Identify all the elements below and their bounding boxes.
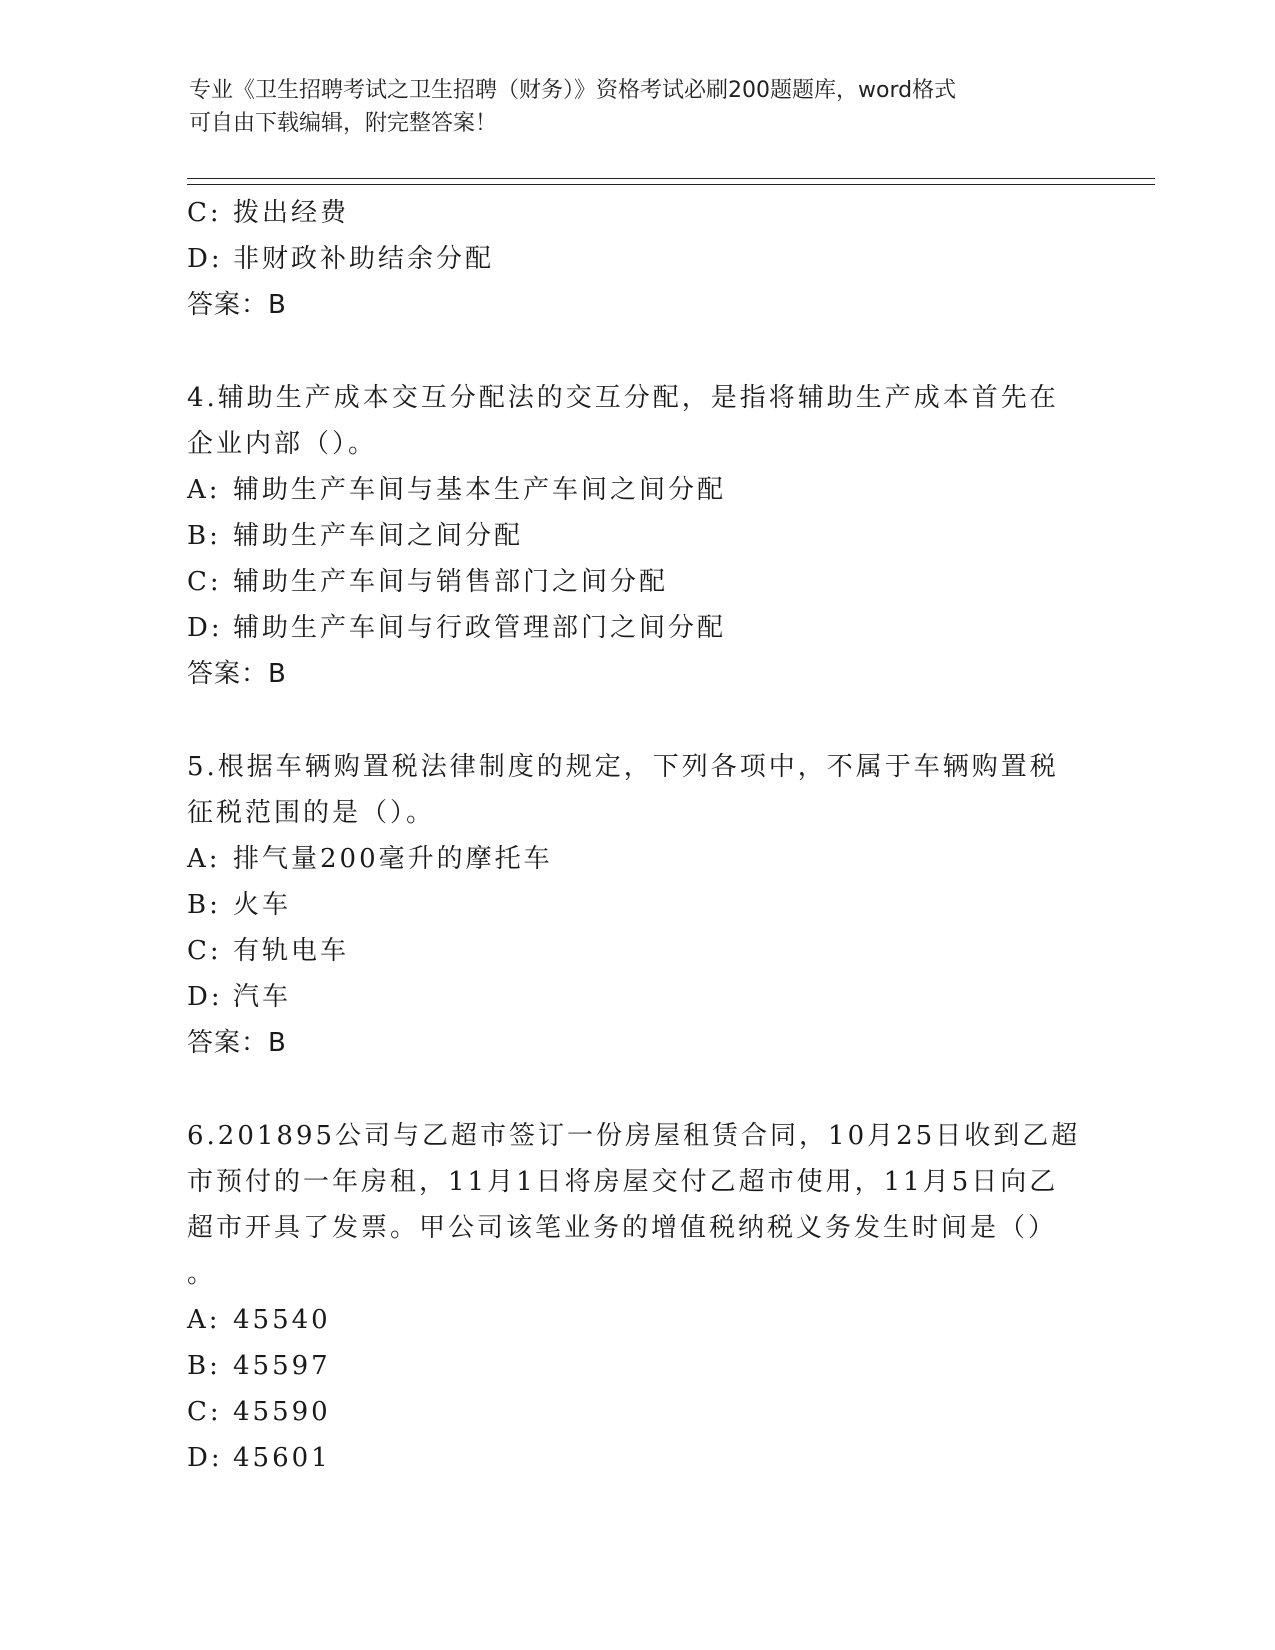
option-text: 拨出经费 [233,198,350,228]
option-label: B: [187,890,221,920]
option-c [187,928,1087,974]
question-stem: 企业内部（）。 [187,429,378,459]
question-list [187,190,1087,1481]
option-label: A: [187,844,221,874]
option-label: C: [187,198,222,228]
question-4 [187,375,1087,697]
option-a [187,836,1087,882]
option-label: C: [187,1397,222,1427]
question-stem: 6.201895公司与乙超市签订一份房屋租赁合同，10月25日收到乙超 [187,1121,1081,1151]
spacer [187,697,1087,744]
option-a [187,1297,1087,1343]
option-b [187,513,1087,559]
header-divider-bottom [187,184,1155,185]
option-b [187,882,1087,928]
option-text: 45601 [233,1443,331,1473]
option-text: 排气量200毫升的摩托车 [233,844,553,874]
spacer [187,1066,1087,1113]
answer-line: 答案：B [187,1028,287,1058]
question-stem: 5.根据车辆购置税法律制度的规定，下列各项中，不属于车辆购置税 [187,752,1059,782]
spacer [187,328,1087,375]
header-divider-top [187,178,1155,179]
option-text: 45590 [233,1397,331,1427]
option-label: B: [187,1351,221,1381]
question-stem: 4.辅助生产成本交互分配法的交互分配，是指将辅助生产成本首先在 [187,383,1059,413]
option-text: 辅助生产车间之间分配 [233,521,524,551]
question-6 [187,1113,1087,1481]
option-text: 非财政补助结余分配 [233,244,495,274]
question-3-tail [187,190,1087,328]
option-label: C: [187,567,222,597]
answer-line: 答案：B [187,659,287,689]
option-c [187,1389,1087,1435]
question-5 [187,744,1087,1066]
option-c [187,559,1087,605]
option-label: D: [187,1443,223,1473]
question-stem: 市预付的一年房租，11月1日将房屋交付乙超市使用，11月5日向乙 [187,1167,1059,1197]
header-title-line-2: 可自由下载编辑，附完整答案！ [189,111,498,136]
option-text: 辅助生产车间与销售部门之间分配 [233,567,669,597]
option-a [187,467,1087,513]
option-label: D: [187,244,223,274]
document-header [189,74,1089,140]
option-b [187,1343,1087,1389]
option-text: 45540 [233,1305,331,1335]
option-d [187,974,1087,1020]
option-text: 火车 [233,890,292,920]
option-label: D: [187,613,223,643]
option-text: 汽车 [233,982,292,1012]
option-label: D: [187,982,223,1012]
header-title-line-1: 专业《卫生招聘考试之卫生招聘（财务）》资格考试必刷200题题库，word格式 [189,78,957,103]
option-d [187,236,1087,282]
option-text: 辅助生产车间与基本生产车间之间分配 [233,475,727,505]
answer-line: 答案：B [187,290,287,320]
option-text: 辅助生产车间与行政管理部门之间分配 [233,613,727,643]
option-label: C: [187,936,222,966]
option-c [187,190,1087,236]
option-d [187,605,1087,651]
option-label: B: [187,521,221,551]
question-stem: 。 [187,1259,217,1289]
option-label: A: [187,475,221,505]
option-d [187,1435,1087,1481]
question-stem: 超市开具了发票。甲公司该笔业务的增值税纳税义务发生时间是（） [187,1213,1058,1243]
option-text: 45597 [233,1351,331,1381]
option-text: 有轨电车 [233,936,350,966]
question-stem: 征税范围的是（）。 [187,798,436,828]
option-label: A: [187,1305,221,1335]
